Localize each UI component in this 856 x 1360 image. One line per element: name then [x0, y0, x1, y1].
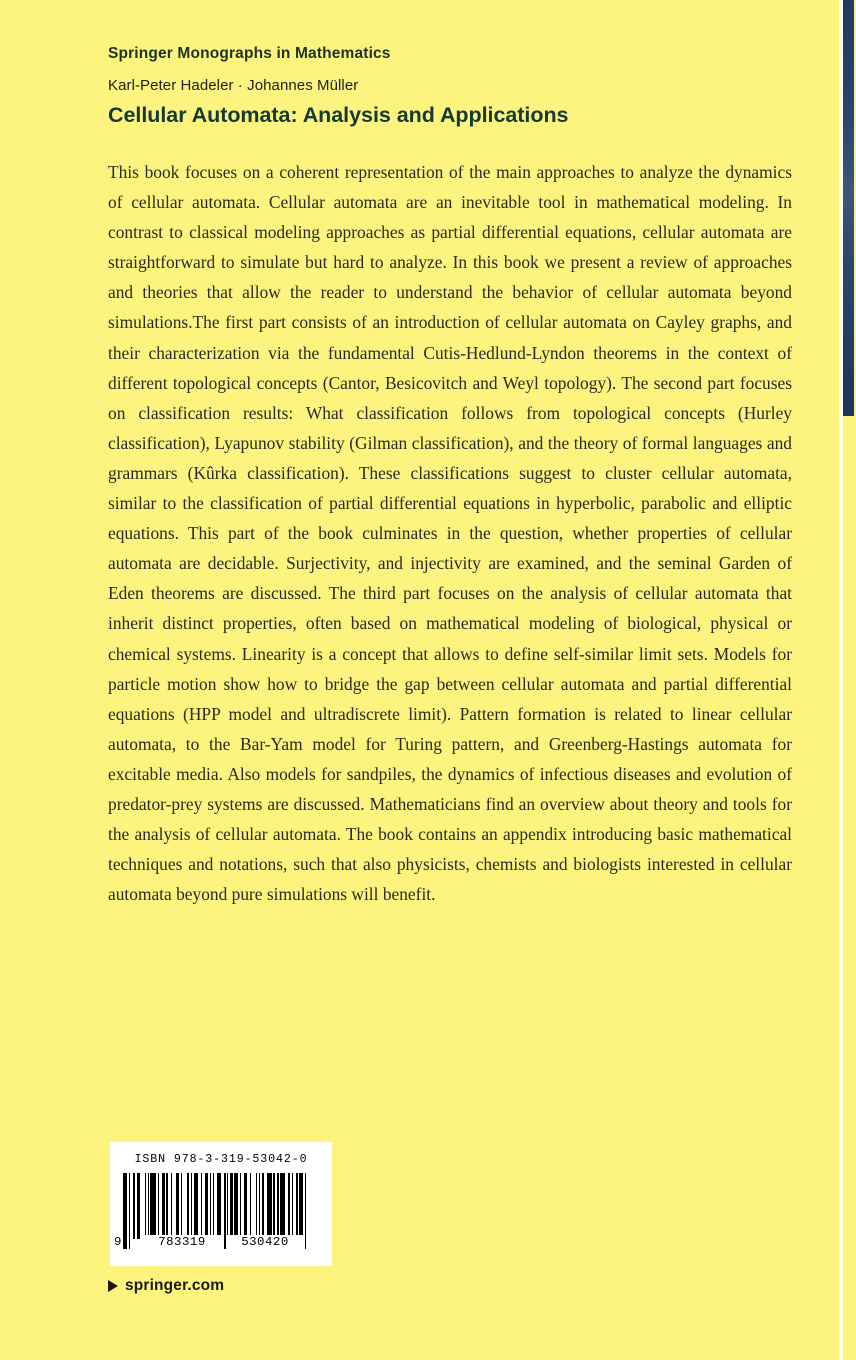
ean13-barcode: [114, 1173, 319, 1249]
page-title: Cellular Automata: Analysis and Applications: [108, 103, 569, 127]
springer-footer[interactable]: [108, 1277, 224, 1295]
back-cover-blurb: This book focuses on a coherent representation of the main approaches to analyze the dynamics of cellular automata. Cellular automata are an inevitable tool in mathematical modeling. In contrast to classical modeling approaches as partial differential equations, cellular automata are straightforward to simulate but hard to analyze. In this book we present a review of approaches and theories that allow the reader to understand the behavior of cellular automata beyond simulations.The first part consists of an introduction of cellular automata on Cayley graphs, and their characterization via the fundamental Cutis-Hedlund-Lyndon theorems in the context of different topological concepts (Cantor, Besicovitch and Weyl topology). The second part focuses on classification results: What classification follows from topological concepts (Hurley classification), Lyapunov stability (Gilman classification), and the theory of formal languages and grammars (Kûrka classification). These classifications suggest to cluster cellular automata, similar to the classification of partial differential equations in hyperbolic, parabolic and elliptic equations. This part of the book culminates in the question, whether properties of cellular automata are decidable. Surjectivity, and injectivity are examined, and the seminal Garden of Eden theorems are discussed. The third part focuses on the analysis of cellular automata that inherit distinct properties, often based on mathematical modeling of biological, physical or chemical systems. Linearity is a concept that allows to define self-similar limit sets. Models for particle motion show how to bridge the gap between cellular automata and partial differential equations (HPP model and ultradiscrete limit). Pattern formation is related to linear cellular automata, to the Bar-Yam model for Turing pattern, and Greenberg-Hastings automata for excitable media. Also models for sandpiles, the dynamics of infectious diseases and evolution of predator-prey systems are discussed. Mathematicians find an overview about theory and tools for the analysis of cellular automata. The book contains an appendix introducing basic mathematical techniques and notations, such that also physicists, chemists and biologists interested in cellular automata beyond pure simulations will benefit.: [108, 162, 792, 905]
isbn-label: ISBN 978-3-319-53042-0: [134, 1153, 308, 1166]
ean-digit-row: [114, 1235, 319, 1249]
series-title: Springer Monographs in Mathematics: [108, 45, 391, 62]
springer-site-label: springer.com: [125, 1277, 225, 1294]
author-line: Karl-Peter Hadeler · Johannes Müller: [108, 77, 359, 94]
ean-group-2: 530420: [226, 1235, 304, 1249]
barcode-panel: [110, 1142, 332, 1266]
ean-left-digit: 9: [114, 1235, 122, 1249]
play-triangle-icon: [108, 1280, 118, 1292]
barcode-bars: [123, 1173, 319, 1239]
spine-lower-fill: [843, 416, 856, 1360]
cover-text-block: [108, 0, 792, 909]
ean-group-1: 783319: [143, 1235, 221, 1249]
